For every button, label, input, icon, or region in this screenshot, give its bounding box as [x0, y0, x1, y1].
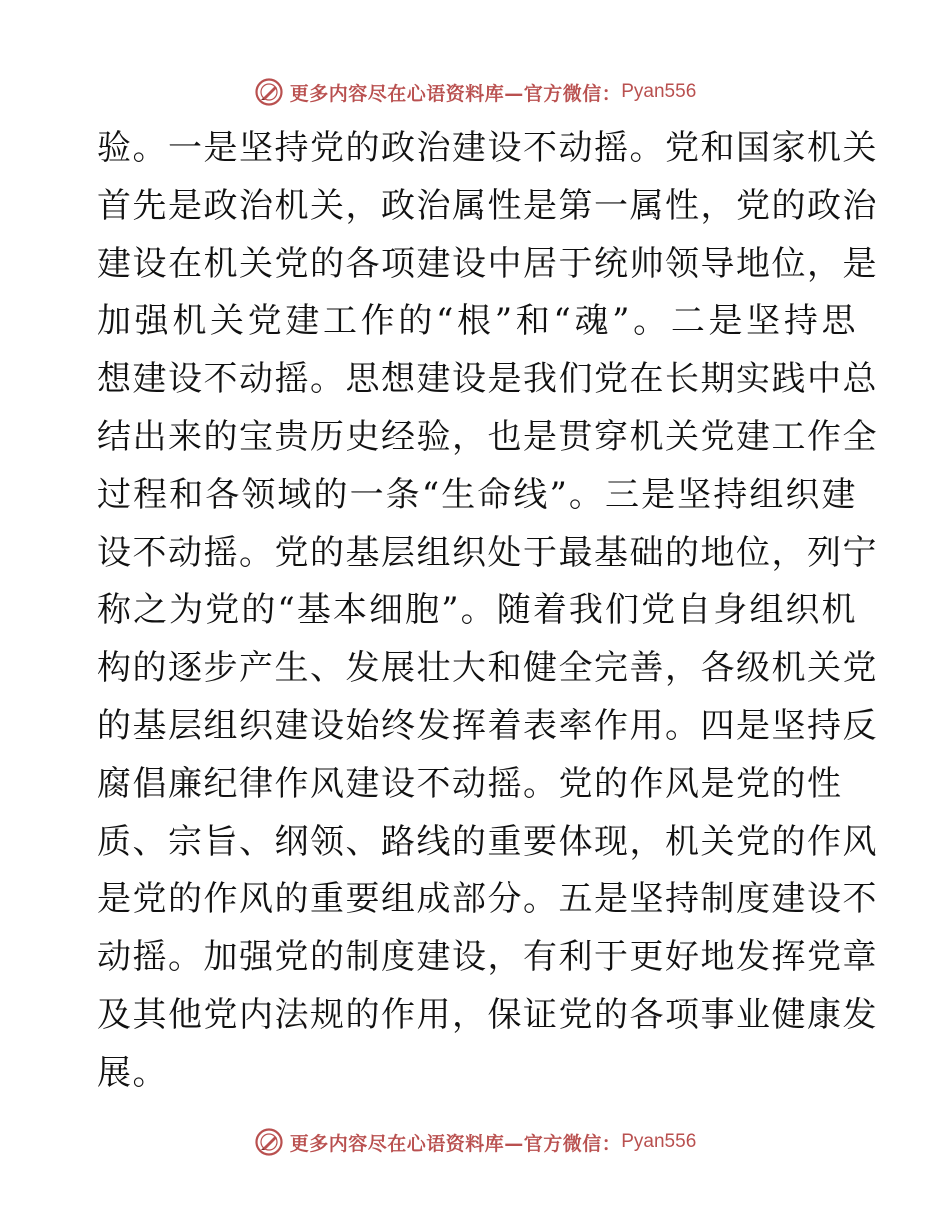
seal-logo-icon: [254, 1127, 284, 1157]
seal-logo-icon: [254, 77, 284, 107]
footer-banner: [0, 1122, 950, 1162]
text-line: 是党的作风的重要组成部分。五是坚持制度建设不: [97, 879, 878, 920]
text-line: 过程和各领域的一条“生命线”。三是坚持组织建: [97, 474, 857, 515]
text-line: 加强机关党建工作的“根”和“魂”。二是坚持思: [97, 301, 857, 342]
text-line: 首先是政治机关，政治属性是第一属性，党的政治: [97, 185, 878, 226]
text-line: 的基层组织建设始终发挥着表率作用。四是坚持反: [97, 705, 878, 746]
text-line: 设不动摇。党的基层组织处于最基础的地位，列宁: [97, 532, 878, 573]
header-banner-text: 更多内容尽在心语资料库—官方微信：: [289, 82, 622, 105]
text-line: 称之为党的“基本细胞”。随着我们党自身组织机: [97, 590, 857, 631]
text-line: 结出来的宝贵历史经验，也是贯穿机关党建工作全: [97, 416, 878, 457]
text-line: 及其他党内法规的作用，保证党的各项事业健康发: [97, 994, 878, 1035]
header-banner: [0, 72, 950, 112]
footer-wechat-id: Pyan556: [621, 1131, 697, 1152]
text-line: 腐倡廉纪律作风建设不动摇。党的作风是党的性: [97, 763, 843, 804]
text-line: 质、宗旨、纲领、路线的重要体现，机关党的作风: [97, 821, 878, 862]
footer-banner-text: 更多内容尽在心语资料库—官方微信：: [289, 1132, 622, 1155]
text-line: 想建设不动摇。思想建设是我们党在长期实践中总: [97, 359, 878, 400]
text-line: 建设在机关党的各项建设中居于统帅领导地位，是: [97, 243, 878, 284]
document-body: [97, 120, 878, 1103]
text-line: 验。一是坚持党的政治建设不动摇。党和国家机关: [97, 128, 878, 168]
header-wechat-id: Pyan556: [621, 81, 697, 102]
text-line: 动摇。加强党的制度建设，有利于更好地发挥党章: [97, 937, 878, 978]
text-line: 构的逐步产生、发展壮大和健全完善，各级机关党: [97, 648, 878, 689]
text-line: 展。: [97, 1052, 168, 1093]
